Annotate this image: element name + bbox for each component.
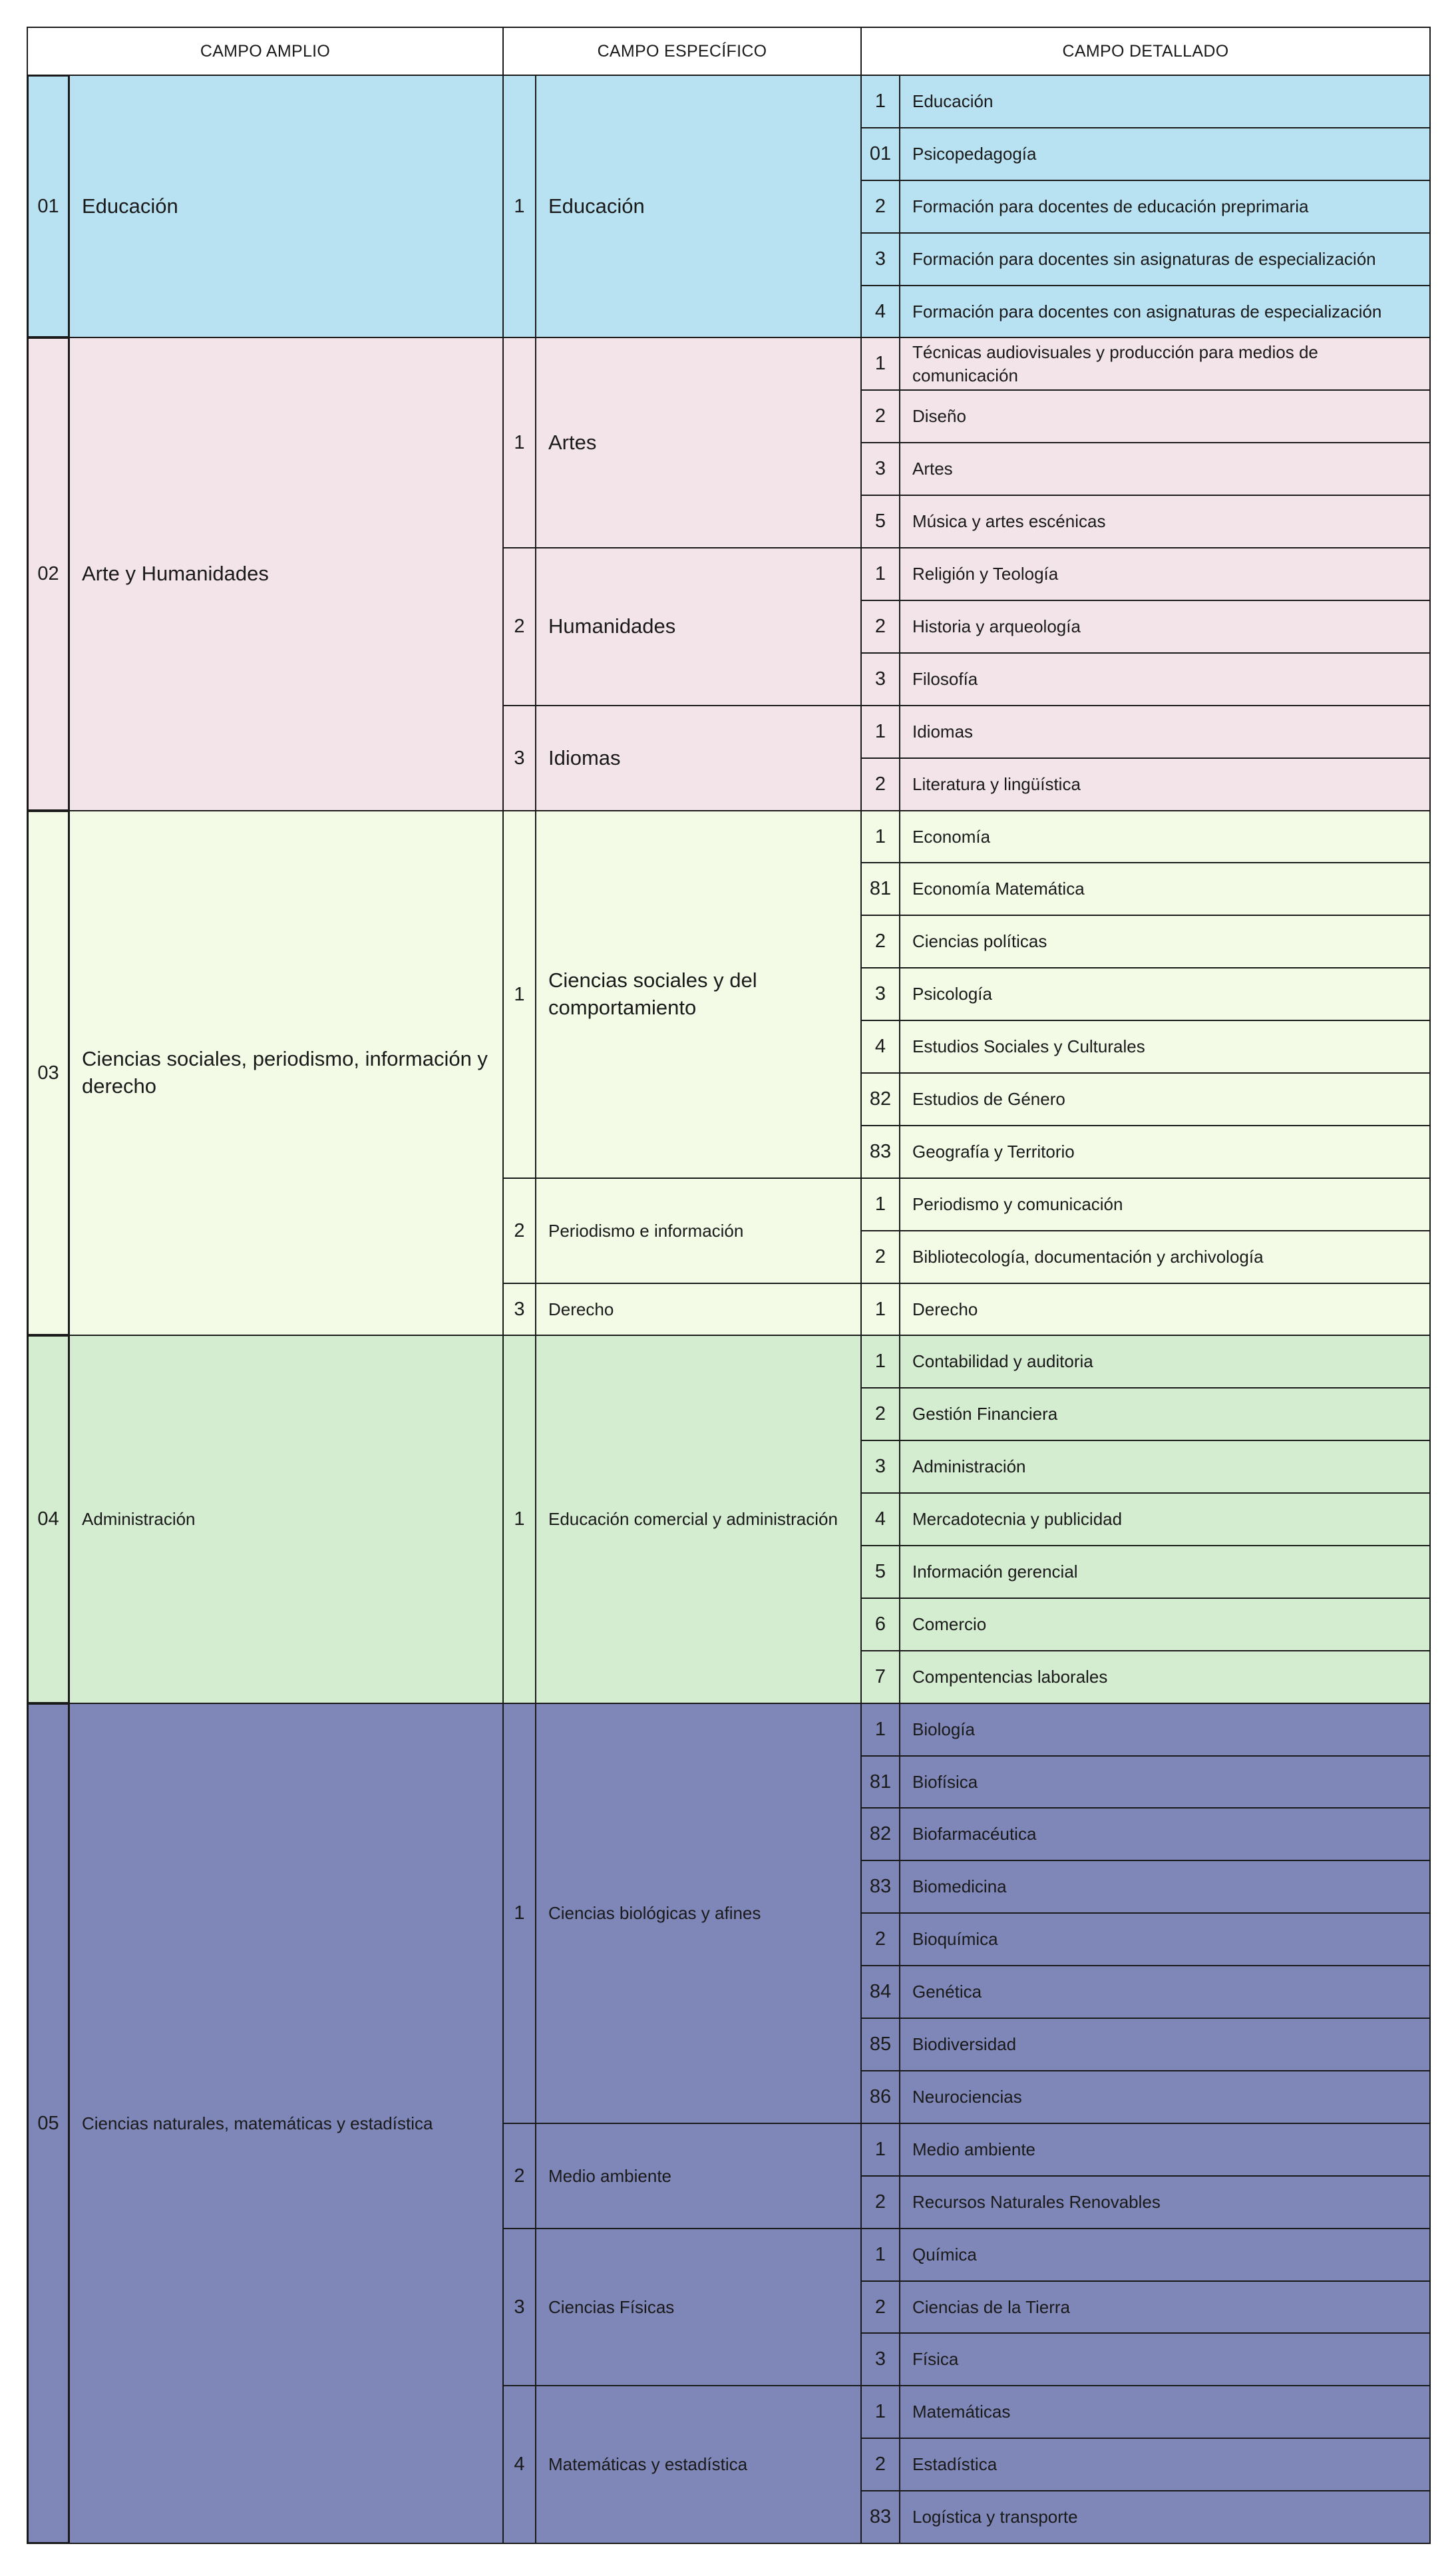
- campo-especifico-code-text: 3: [514, 2296, 525, 2318]
- campo-detallado-code: [860, 337, 900, 391]
- campo-detallado-name: [899, 1125, 1431, 1179]
- campo-detallado-code: [860, 1440, 900, 1494]
- campo-detallado-name: [899, 495, 1431, 548]
- campo-especifico-name-text: Ciencias Físicas: [548, 2296, 675, 2317]
- campo-especifico-name-text: Educación comercial y administración: [548, 1509, 838, 1530]
- campo-detallado-code-text: 82: [869, 1823, 892, 1844]
- campo-detallado-code-text: 4: [874, 1508, 886, 1530]
- campo-detallado-name-text: Compentencias laborales: [912, 1667, 1108, 1687]
- campo-especifico-name-text: Periodismo e información: [548, 1220, 744, 1241]
- campo-especifico-name-text: Humanidades: [548, 614, 676, 638]
- campo-detallado-code: [860, 810, 900, 863]
- campo-detallado-name-text: Estudios de Género: [912, 1089, 1065, 1110]
- campo-detallado-code-text: 5: [874, 1561, 886, 1582]
- campo-detallado-code: [860, 232, 900, 286]
- campo-detallado-name: [899, 1912, 1431, 1966]
- campo-amplio-code-text: 04: [37, 1508, 59, 1530]
- campo-especifico-name: [535, 75, 862, 338]
- campo-detallado-name: [899, 1860, 1431, 1914]
- campo-detallado-code: [860, 705, 900, 759]
- campo-especifico-code-text: 2: [514, 2165, 525, 2187]
- campo-detallado-code: [860, 495, 900, 548]
- campo-detallado-name: [899, 547, 1431, 601]
- campo-detallado-code: [860, 2438, 900, 2491]
- campo-detallado-name: [899, 1230, 1431, 1284]
- header-campo-especifico: [502, 27, 862, 76]
- campo-detallado-code-text: 1: [874, 2139, 886, 2160]
- campo-detallado-name: [899, 2332, 1431, 2386]
- campo-detallado-name-text: Biomedicina: [912, 1876, 1007, 1897]
- campo-detallado-code-text: 85: [869, 2034, 892, 2055]
- campo-detallado-name-text: Biodiversidad: [912, 2034, 1017, 2055]
- campo-especifico-name-text: Matemáticas y estadística: [548, 2454, 748, 2475]
- campo-detallado-name-text: Estudios Sociales y Culturales: [912, 1036, 1145, 1057]
- campo-especifico-name-text: Ciencias sociales y del comportamiento: [548, 968, 757, 1019]
- campo-especifico-code-text: 3: [514, 1298, 525, 1320]
- campo-detallado-code: [860, 285, 900, 338]
- campo-detallado-code-text: 4: [874, 1036, 886, 1057]
- campo-detallado-name-text: Periodismo y comunicación: [912, 1194, 1123, 1215]
- campo-detallado-name-text: Mercadotecnia y publicidad: [912, 1509, 1123, 1530]
- campo-detallado-code-text: 2: [874, 196, 886, 217]
- campo-detallado-name: [899, 442, 1431, 496]
- campo-especifico-code: [502, 1703, 536, 2124]
- campo-amplio-name: [69, 1703, 504, 2544]
- campo-especifico-name: [535, 2123, 862, 2229]
- campo-especifico-name: [535, 2228, 862, 2386]
- campo-detallado-name: [899, 127, 1431, 181]
- campo-detallado-name-text: Artes: [912, 459, 953, 479]
- campo-detallado-name: [899, 1807, 1431, 1861]
- campo-especifico-code: [502, 705, 536, 811]
- campo-detallado-name-text: Matemáticas: [912, 2402, 1011, 2422]
- campo-detallado-code: [860, 967, 900, 1021]
- campo-detallado-code-text: 6: [874, 1613, 886, 1635]
- campo-detallado-code-text: 2: [874, 2454, 886, 2475]
- campo-especifico-code: [502, 337, 536, 548]
- campo-detallado-code: [860, 2228, 900, 2282]
- campo-detallado-name-text: Economía: [912, 826, 991, 847]
- campo-detallado-name: [899, 862, 1431, 916]
- campo-detallado-code-text: 3: [874, 248, 886, 270]
- campo-detallado-name: [899, 1283, 1431, 1336]
- campo-detallado-name: [899, 2175, 1431, 2229]
- campo-detallado-code: [860, 1020, 900, 1074]
- campo-detallado-name-text: Estadística: [912, 2454, 998, 2475]
- campo-detallado-name-text: Biofarmacéutica: [912, 1824, 1037, 1844]
- campo-detallado-name: [899, 2490, 1431, 2544]
- campo-detallado-code-text: 1: [874, 1351, 886, 1372]
- campo-detallado-code: [860, 2332, 900, 2386]
- campo-amplio-code-text: 02: [37, 563, 59, 584]
- campo-amplio-code-text: 01: [37, 195, 59, 217]
- campo-detallado-name: [899, 2228, 1431, 2282]
- campo-especifico-code: [502, 810, 536, 1179]
- campo-detallado-code: [860, 1912, 900, 1966]
- campo-especifico-code: [502, 2228, 536, 2386]
- campo-detallado-code: [860, 1283, 900, 1336]
- campo-detallado-code: [860, 2070, 900, 2124]
- campo-detallado-name: [899, 1598, 1431, 1651]
- campo-detallado-name-text: Música y artes escénicas: [912, 511, 1106, 532]
- campo-detallado-name: [899, 2280, 1431, 2334]
- campo-detallado-code-text: 83: [869, 1876, 892, 1897]
- campo-detallado-code: [860, 547, 900, 601]
- campo-detallado-code-text: 83: [869, 1141, 892, 1162]
- campo-detallado-code: [860, 1178, 900, 1231]
- campo-detallado-name-text: Técnicas audiovisuales y producción para medios de comunicación: [912, 342, 1318, 385]
- campo-detallado-name: [899, 1755, 1431, 1809]
- campo-detallado-code: [860, 1650, 900, 1704]
- campo-detallado-code: [860, 1598, 900, 1651]
- campo-detallado-name: [899, 652, 1431, 706]
- campo-detallado-code-text: 1: [874, 1298, 886, 1320]
- campo-amplio-code-text: 03: [37, 1062, 59, 1084]
- campo-detallado-code-text: 2: [874, 2191, 886, 2213]
- campo-detallado-name-text: Formación para docentes con asignaturas de especialización: [912, 301, 1382, 322]
- campo-detallado-code: [860, 1387, 900, 1441]
- header-campo-especifico-label: CAMPO ESPECÍFICO: [597, 41, 767, 61]
- campo-detallado-name: [899, 2018, 1431, 2071]
- campo-detallado-name: [899, 1965, 1431, 2019]
- campo-especifico-name-text: Artes: [548, 430, 597, 454]
- campo-amplio-name-text: Educación: [82, 194, 178, 218]
- campo-amplio-name: [69, 810, 504, 1336]
- campo-detallado-name: [899, 2123, 1431, 2177]
- campo-detallado-code: [860, 2280, 900, 2334]
- campo-amplio-name-text: Ciencias sociales, periodismo, información y derecho: [82, 1047, 488, 1098]
- campo-detallado-name-text: Logística y transporte: [912, 2507, 1078, 2527]
- campo-detallado-code: [860, 2018, 900, 2071]
- campo-detallado-code: [860, 1230, 900, 1284]
- campo-detallado-code: [860, 915, 900, 968]
- campo-especifico-code: [502, 1283, 536, 1336]
- campo-detallado-code: [860, 1125, 900, 1179]
- campo-detallado-code-text: 1: [874, 2401, 886, 2422]
- campo-detallado-name-text: Filosofía: [912, 669, 978, 690]
- campo-especifico-name-text: Derecho: [548, 1299, 614, 1319]
- campo-especifico-name-text: Idiomas: [548, 746, 621, 769]
- campo-especifico-code-text: 2: [514, 616, 525, 637]
- campo-detallado-name: [899, 2438, 1431, 2491]
- campo-detallado-name-text: Ciencias de la Tierra: [912, 2296, 1070, 2317]
- campo-especifico-code-text: 1: [514, 1902, 525, 1924]
- campo-detallado-code-text: 1: [874, 721, 886, 742]
- campo-detallado-name-text: Bibliotecología, documentación y archivología: [912, 1247, 1264, 1267]
- campo-detallado-name-text: Química: [912, 2245, 977, 2265]
- campo-detallado-name-text: Biología: [912, 1719, 975, 1740]
- campo-detallado-code: [860, 1545, 900, 1599]
- campo-detallado-code-text: 1: [874, 1719, 886, 1740]
- campo-detallado-name-text: Derecho: [912, 1299, 978, 1319]
- campo-detallado-name-text: Neurociencias: [912, 2087, 1022, 2107]
- campo-detallado-name: [899, 705, 1431, 759]
- campo-amplio-code: [27, 337, 70, 811]
- campo-detallado-code: [860, 180, 900, 234]
- campo-detallado-code: [860, 862, 900, 916]
- campo-detallado-code: [860, 1807, 900, 1861]
- campo-amplio-code-text: 05: [37, 2112, 59, 2134]
- campo-detallado-code-text: 2: [874, 1928, 886, 1950]
- campo-especifico-code: [502, 2385, 536, 2544]
- campo-detallado-name-text: Información gerencial: [912, 1562, 1078, 1582]
- header-campo-detallado: [860, 27, 1431, 76]
- campo-detallado-name-text: Física: [912, 2349, 959, 2370]
- campo-amplio-name: [69, 1335, 504, 1704]
- campo-amplio-name: [69, 75, 504, 338]
- campo-detallado-name-text: Comercio: [912, 1614, 987, 1635]
- campo-especifico-code-text: 2: [514, 1219, 525, 1241]
- campo-detallado-name-text: Historia y arqueología: [912, 616, 1081, 637]
- campo-detallado-code: [860, 2385, 900, 2439]
- campo-detallado-code: [860, 1072, 900, 1126]
- campo-amplio-code: [27, 810, 70, 1336]
- campo-detallado-name-text: Formación para docentes de educación preprimaria: [912, 196, 1309, 217]
- campo-detallado-code-text: 2: [874, 1403, 886, 1424]
- campo-detallado-code: [860, 1755, 900, 1809]
- campo-detallado-name-text: Genética: [912, 1982, 982, 2002]
- header-campo-amplio-label: CAMPO AMPLIO: [200, 41, 331, 61]
- campo-detallado-code-text: 3: [874, 458, 886, 479]
- campo-detallado-name: [899, 232, 1431, 286]
- campo-especifico-code-text: 1: [514, 983, 525, 1005]
- campo-detallado-name-text: Medio ambiente: [912, 2139, 1035, 2160]
- campo-detallado-name-text: Diseño: [912, 406, 966, 427]
- campo-detallado-name: [899, 915, 1431, 968]
- campo-detallado-name: [899, 75, 1431, 128]
- header-campo-detallado-label: CAMPO DETALLADO: [1062, 41, 1229, 61]
- campo-especifico-code: [502, 75, 536, 338]
- campo-detallado-name: [899, 757, 1431, 811]
- campo-detallado-code: [860, 389, 900, 443]
- campo-detallado-code-text: 2: [874, 616, 886, 637]
- campo-detallado-code: [860, 1492, 900, 1546]
- campo-detallado-code-text: 01: [869, 143, 892, 164]
- campo-detallado-name-text: Ciencias políticas: [912, 931, 1047, 952]
- campo-detallado-code-text: 81: [869, 878, 892, 899]
- campo-detallado-name-text: Formación para docentes sin asignaturas de especialización: [912, 249, 1376, 270]
- campo-amplio-name: [69, 337, 504, 811]
- campo-detallado-code: [860, 1335, 900, 1389]
- campo-especifico-name: [535, 705, 862, 811]
- campo-detallado-name: [899, 1072, 1431, 1126]
- campo-detallado-name: [899, 285, 1431, 338]
- campo-detallado-name: [899, 337, 1431, 391]
- campo-detallado-code: [860, 127, 900, 181]
- campo-detallado-name: [899, 1440, 1431, 1494]
- campo-detallado-code: [860, 1703, 900, 1757]
- campo-detallado-name-text: Gestión Financiera: [912, 1404, 1058, 1424]
- campo-detallado-code-text: 5: [874, 511, 886, 532]
- campo-detallado-name: [899, 1020, 1431, 1074]
- campo-detallado-code-text: 1: [874, 2244, 886, 2265]
- campo-amplio-name-text: Arte y Humanidades: [82, 562, 269, 586]
- campo-detallado-name: [899, 1178, 1431, 1231]
- campo-detallado-code: [860, 600, 900, 654]
- campo-especifico-name: [535, 1703, 862, 2124]
- campo-especifico-code: [502, 1335, 536, 1704]
- campo-detallado-code: [860, 2490, 900, 2544]
- campo-detallado-code-text: 1: [874, 91, 886, 112]
- campo-detallado-name: [899, 2385, 1431, 2439]
- campo-detallado-code-text: 81: [869, 1771, 892, 1793]
- campo-amplio-code: [27, 1703, 70, 2544]
- campo-detallado-code-text: 2: [874, 1246, 886, 1267]
- campo-detallado-code-text: 84: [869, 1981, 892, 2002]
- campo-detallado-name: [899, 1545, 1431, 1599]
- campo-amplio-code: [27, 75, 70, 338]
- campo-detallado-code-text: 3: [874, 668, 886, 690]
- campo-detallado-code-text: 1: [874, 353, 886, 374]
- campo-especifico-code-text: 1: [514, 1508, 525, 1530]
- campo-detallado-name-text: Administración: [912, 1456, 1026, 1477]
- campo-detallado-code-text: 1: [874, 563, 886, 584]
- campo-detallado-code: [860, 2175, 900, 2229]
- campo-detallado-name-text: Biofísica: [912, 1771, 978, 1792]
- campo-detallado-name: [899, 2070, 1431, 2124]
- campo-detallado-name: [899, 180, 1431, 234]
- campo-detallado-code: [860, 442, 900, 496]
- campo-detallado-name: [899, 1703, 1431, 1757]
- campo-detallado-code-text: 82: [869, 1088, 892, 1110]
- campo-especifico-name: [535, 337, 862, 548]
- campo-detallado-code: [860, 75, 900, 128]
- campo-detallado-code: [860, 652, 900, 706]
- campo-detallado-name: [899, 1650, 1431, 1704]
- campo-especifico-name-text: Educación: [548, 194, 645, 218]
- campo-detallado-name-text: Contabilidad y auditoria: [912, 1351, 1093, 1372]
- campo-detallado-code-text: 1: [874, 825, 886, 847]
- campo-detallado-name-text: Educación: [912, 91, 994, 112]
- campo-detallado-code-text: 4: [874, 300, 886, 322]
- campo-detallado-code: [860, 2123, 900, 2177]
- campo-especifico-name: [535, 1178, 862, 1284]
- campo-detallado-name: [899, 1387, 1431, 1441]
- campo-detallado-name-text: Literatura y lingüística: [912, 774, 1081, 795]
- campo-detallado-name-text: Religión y Teología: [912, 564, 1059, 584]
- campo-amplio-name-text: Administración: [82, 1509, 196, 1530]
- campo-detallado-code-text: 1: [874, 1193, 886, 1215]
- campo-especifico-code: [502, 1178, 536, 1284]
- campo-amplio-name-text: Ciencias naturales, matemáticas y estadística: [82, 2113, 433, 2133]
- campo-detallado-name-text: Psicología: [912, 984, 992, 1004]
- campo-detallado-code-text: 3: [874, 2348, 886, 2370]
- campo-especifico-code: [502, 2123, 536, 2229]
- campo-especifico-code-text: 1: [514, 195, 525, 217]
- campo-detallado-name: [899, 810, 1431, 863]
- campo-especifico-name: [535, 1335, 862, 1704]
- campo-especifico-code-text: 3: [514, 747, 525, 769]
- campo-especifico-name: [535, 810, 862, 1179]
- campo-detallado-name-text: Recursos Naturales Renovables: [912, 2192, 1161, 2213]
- campo-detallado-code-text: 3: [874, 1456, 886, 1477]
- campo-amplio-code: [27, 1335, 70, 1704]
- campo-especifico-name-text: Medio ambiente: [548, 2165, 671, 2186]
- campo-detallado-code-text: 2: [874, 773, 886, 795]
- campo-detallado-code-text: 2: [874, 931, 886, 952]
- campo-especifico-name: [535, 2385, 862, 2544]
- campo-especifico-code: [502, 547, 536, 706]
- campo-detallado-code-text: 3: [874, 983, 886, 1004]
- header-campo-amplio: [27, 27, 504, 76]
- campo-detallado-code-text: 2: [874, 405, 886, 427]
- campo-detallado-name: [899, 1492, 1431, 1546]
- campo-detallado-code: [860, 1965, 900, 2019]
- campo-especifico-code-text: 4: [514, 2454, 525, 2475]
- campo-detallado-name-text: Geografía y Territorio: [912, 1142, 1075, 1162]
- campo-detallado-name: [899, 389, 1431, 443]
- campo-detallado-name-text: Psicopedagogía: [912, 144, 1037, 164]
- campo-detallado-name-text: Idiomas: [912, 722, 974, 742]
- campo-detallado-code-text: 7: [874, 1666, 886, 1687]
- campo-especifico-name-text: Ciencias biológicas y afines: [548, 1903, 761, 1924]
- classification-table: [27, 27, 1431, 2543]
- campo-especifico-name: [535, 1283, 862, 1336]
- campo-detallado-name: [899, 967, 1431, 1021]
- campo-detallado-name-text: Economía Matemática: [912, 879, 1085, 899]
- campo-detallado-code-text: 83: [869, 2506, 892, 2527]
- campo-especifico-code-text: 1: [514, 431, 525, 453]
- campo-detallado-code-text: 2: [874, 2296, 886, 2318]
- campo-detallado-name-text: Bioquímica: [912, 1929, 998, 1950]
- campo-detallado-name: [899, 600, 1431, 654]
- campo-detallado-name: [899, 1335, 1431, 1389]
- campo-detallado-code: [860, 1860, 900, 1914]
- campo-detallado-code: [860, 757, 900, 811]
- campo-detallado-code-text: 86: [869, 2086, 892, 2107]
- campo-especifico-name: [535, 547, 862, 706]
